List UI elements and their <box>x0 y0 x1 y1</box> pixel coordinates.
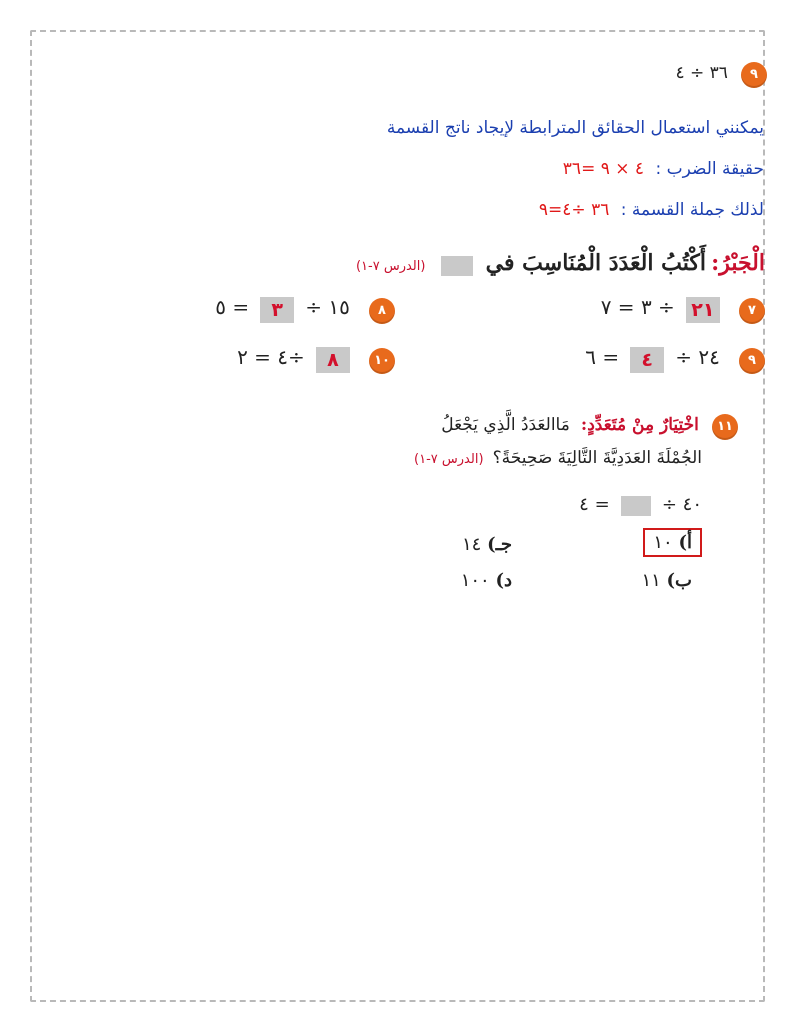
question-line-1: مَاالعَدَدُ الَّذِي يَجْعَلُ <box>441 415 570 435</box>
exercise-equation-left: ١٥ ÷ <box>305 295 350 319</box>
explanation-text: يمكنني استعمال الحقائق المترابطة لإيجاد ناتج القسمة <box>386 118 764 138</box>
choice-c[interactable] <box>462 534 512 555</box>
exercise-10 <box>237 345 395 374</box>
exercise-number-badge: ١٠ <box>369 348 395 374</box>
problem-expression: ٣٦ ÷ ٤ <box>675 63 728 83</box>
section-title-text: أَكْتُبُ الْعَدَدَ الْمُنَاسِبَ في <box>485 250 706 276</box>
section-title-label: الْجَبْرُ: <box>711 250 765 276</box>
choice-letter: جـ) <box>487 534 512 555</box>
division-fact: ٣٦ ÷٤=٩ <box>538 200 610 220</box>
exercise-equation-left: ٢٤ ÷ <box>675 345 720 369</box>
choice-letter: د) <box>495 570 512 591</box>
choice-b[interactable] <box>641 570 692 591</box>
choice-value: ١٠٠ <box>460 570 490 591</box>
multiple-choice-label: اخْتِيَارٌ مِنْ مُتَعَدِّدٍ: <box>580 415 699 435</box>
exercise-equation: ÷٤ = ٢ <box>237 345 305 369</box>
problem-11-question <box>441 414 738 440</box>
exercise-number-badge: ٩ <box>739 348 765 374</box>
division-label: لذلك جملة القسمة : <box>620 200 764 220</box>
lesson-reference: (الدرس ٧-١) <box>414 452 484 467</box>
choice-value: ١٠ <box>653 532 673 553</box>
exercise-9 <box>585 345 765 374</box>
choice-letter: ب) <box>666 570 692 591</box>
section-title <box>356 250 765 276</box>
exercise-number-badge: ٧ <box>739 298 765 324</box>
choice-value: ١١ <box>641 570 661 591</box>
multiplication-fact: ٤ × ٩ =٣٦ <box>562 159 645 179</box>
answer-box: ٣ <box>260 297 294 323</box>
answer-box-icon <box>441 256 473 276</box>
exercise-equation-right: = ٥ <box>215 295 250 319</box>
equation-left: ٤٠ ÷ <box>661 494 702 515</box>
problem-9-header <box>675 62 767 88</box>
blank-box-icon <box>621 496 651 516</box>
exercise-7 <box>601 295 765 324</box>
answer-box: ٢١ <box>686 297 720 323</box>
exercise-number-badge: ٨ <box>369 298 395 324</box>
division-fact-line <box>539 200 764 220</box>
exercise-8 <box>215 295 395 324</box>
answer-box: ٤ <box>630 347 664 373</box>
choice-letter: أ) <box>678 532 692 553</box>
choice-d[interactable] <box>461 570 512 591</box>
answer-box: ٨ <box>316 347 350 373</box>
multiplication-fact-line <box>563 159 764 179</box>
problem-number-badge: ٩ <box>741 62 767 88</box>
exercise-equation: ÷ ٣ = ٧ <box>600 295 675 319</box>
choice-value: ١٤ <box>462 534 482 555</box>
problem-11-question-line2 <box>414 448 702 468</box>
selected-choice-frame <box>643 528 702 557</box>
lesson-reference: (الدرس ٧-١) <box>355 259 426 274</box>
problem-11-equation <box>579 494 702 516</box>
exercise-equation-right: = ٦ <box>585 345 620 369</box>
question-line-2: الجُمْلَةَ العَدَدِيَّةَ التَّالِيَةَ صَحِيحَةً؟ <box>492 448 702 468</box>
problem-number-badge: ١١ <box>712 414 738 440</box>
choice-a[interactable] <box>643 532 702 553</box>
multiplication-label: حقيقة الضرب : <box>655 159 764 179</box>
equation-right: = ٤ <box>579 494 610 515</box>
